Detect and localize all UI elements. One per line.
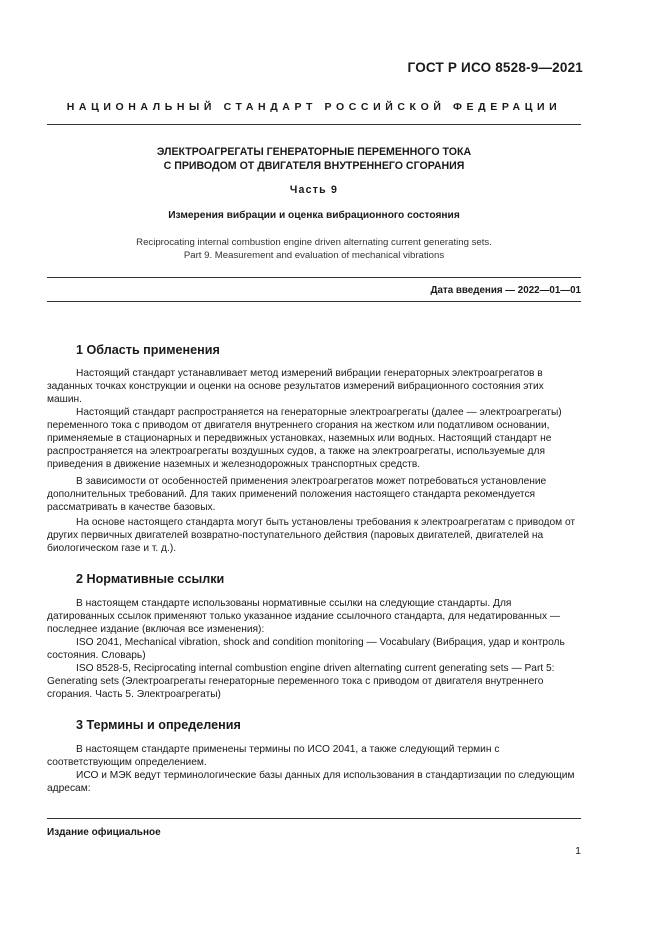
section-3-paragraph-1: В настоящем стандарте применены термины по ИСО 2041, а также следующий термин с соответствующим определением. [47,744,500,768]
english-title-line-1: Reciprocating internal combustion engine driven alternating current generating sets. [136,237,492,248]
introduction-date: Дата введения — 2022—01—01 [430,285,581,296]
title-line-2: С ПРИВОДОМ ОТ ДВИГАТЕЛЯ ВНУТРЕННЕГО СГОРАНИЯ [163,160,465,172]
english-title [47,236,581,262]
national-standard-banner: НАЦИОНАЛЬНЫЙ СТАНДАРТ РОССИЙСКОЙ ФЕДЕРАЦИИ [66,101,562,113]
section-3-paragraph-2: ИСО и МЭК ведут терминологические базы данных для использования в стандартизации по следующим адресам: [47,770,575,794]
section-2-paragraph-1: В настоящем стандарте использованы нормативные ссылки на следующие стандарты. Для датированных ссылок применяют только указанное издание ссылочного стандарта, для недатированных — последнее издание (включая все изменения): [47,598,561,635]
section-1-paragraph-4: На основе настоящего стандарта могут быть установлены требования к электроагрегатам с приводом от других первичных двигателей возвратно-поступательного действия (паровых двигателей, двигателей на биологическом газе и т. д.). [47,517,576,554]
header-divider [47,124,581,125]
section-1-heading: 1 Область применения [76,343,220,357]
date-top-divider [47,277,581,278]
section-1-paragraph-1: Настоящий стандарт устанавливает метод измерений вибрации генераторных электроагрегатов в заданных точках конструкции и оценки на основе результатов измерений вибрационного состояния этих машин. [47,368,544,405]
document-code: ГОСТ Р ИСО 8528-9—2021 [407,60,583,75]
section-2-heading: 2 Нормативные ссылки [76,572,225,586]
section-2-reference-iso-2041: ISO 2041, Mechanical vibration, shock and condition monitoring — Vocabulary (Вибрация, удар и контроль состояния. Словарь) [47,637,565,661]
official-edition-label: Издание официальное [47,827,161,838]
title-line-1: ЭЛЕКТРОАГРЕГАТЫ ГЕНЕРАТОРНЫЕ ПЕРЕМЕННОГО ТОКА [156,146,472,158]
document-title [47,145,581,173]
section-3-heading: 3 Термины и определения [76,718,241,732]
section-2-reference-iso-8528-5: ISO 8528-5, Reciprocating internal combustion engine driven alternating current generating sets — Part 5: Generating sets (Электроагрегаты генераторные переменного тока с приводом от двигателя внутреннего сгорания. Часть 5. Электроагрегаты) [47,663,555,700]
section-1-paragraph-2: Настоящий стандарт распространяется на генераторные электроагрегаты (далее — электроагрегаты) переменного тока с приводом от двигателя внутреннего сгорания на жестком или податливом основании, применяемые в стационарных и передвижных установках, наземных или водных. Настоящий стандарт не распространяется на электроагрегаты воздушных судов, а также на электроагрегаты, используемые для приведения в движение наземных и железнодорожных транспортных средств. [47,407,562,470]
document-subtitle: Измерения вибрации и оценка вибрационного состояния [168,210,460,221]
section-1-paragraph-3: В зависимости от особенностей применения электроагрегатов может потребоваться установление дополнительных требований. Для таких применений положения настоящего стандарта рекомендуется рассматривать в качестве базовых. [47,476,547,513]
date-bottom-divider [47,301,581,302]
english-title-line-2: Part 9. Measurement and evaluation of mechanical vibrations [183,250,445,261]
footer-divider [47,818,581,819]
page-number: 1 [575,845,581,857]
part-number: Часть 9 [289,184,339,196]
